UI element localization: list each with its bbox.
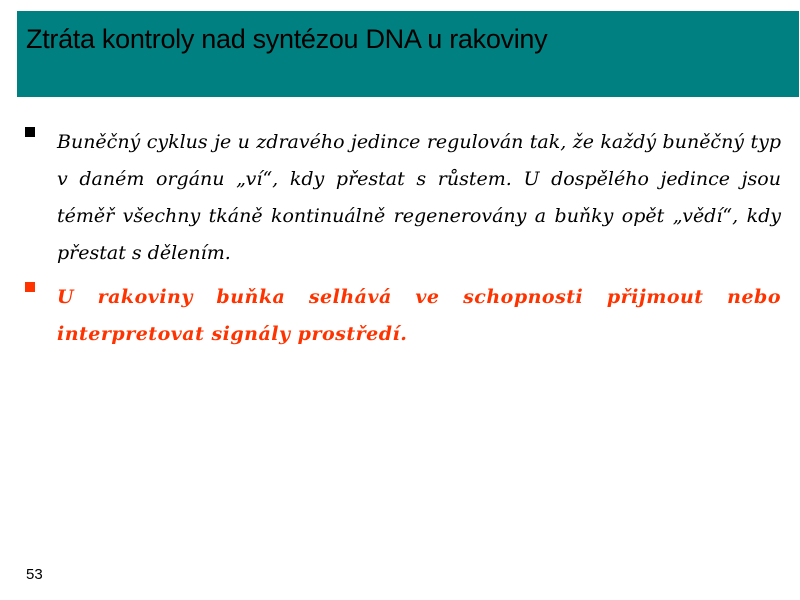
bullet-list bbox=[24, 124, 781, 353]
square-bullet-icon bbox=[25, 127, 35, 137]
square-bullet-icon bbox=[25, 282, 35, 292]
bullet-text: Buněčný cyklus je u zdravého jedince regulován tak, že každý buněčný typ v daném orgánu „ví“, kdy přestat s růstem. U dospělého jedince jsou téměř všechny tkáně kontinuálně regenerovány a buňky opět „vědí“, kdy přestat s dělením. bbox=[57, 131, 781, 264]
page-number: 53 bbox=[26, 566, 43, 583]
title-bar bbox=[17, 11, 799, 97]
bullet-text: U rakoviny buňka selhává ve schopnosti přijmout nebo interpretovat signály prostředí. bbox=[57, 286, 781, 345]
slide-title: Ztráta kontroly nad syntézou DNA u rakoviny bbox=[26, 24, 548, 54]
bullet-item-cancer bbox=[24, 279, 781, 353]
bullet-item-cell-cycle bbox=[24, 124, 781, 272]
